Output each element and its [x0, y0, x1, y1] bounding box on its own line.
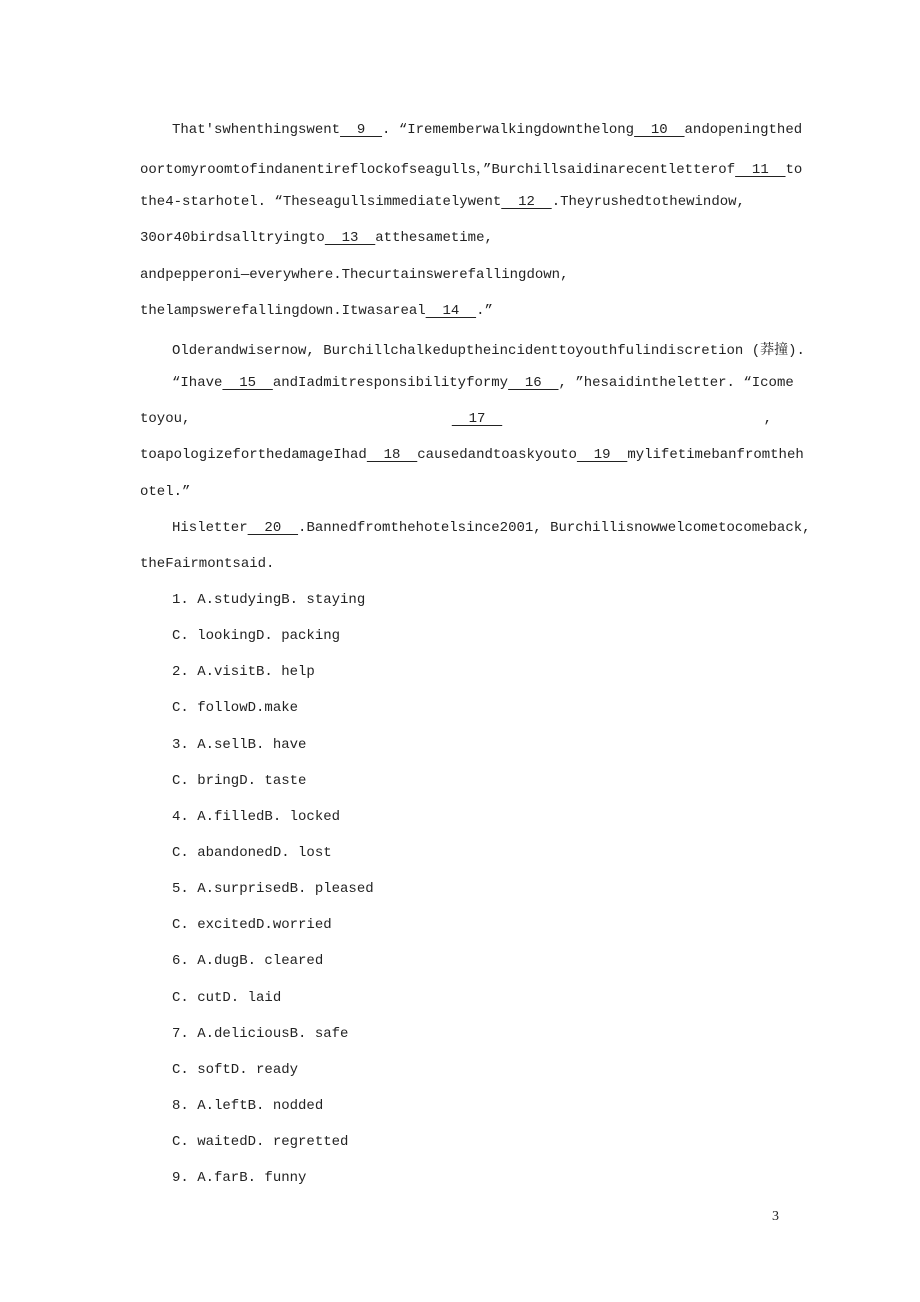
passage-text: thelampswerefallingdown.Itwasareal [140, 302, 426, 319]
blank-number: 17 [451, 411, 503, 428]
passage-line [172, 520, 811, 536]
passage-line [140, 447, 804, 463]
answer-option-line: 9. A.farB. funny [172, 1170, 307, 1187]
answer-option-line: C. waitedD. regretted [172, 1134, 349, 1151]
passage-text: the4-starhotel. “Theseagullsimmediatelywent [140, 194, 502, 211]
passage-text: “Ihave [172, 375, 223, 392]
answer-option-line: C. followD.make [172, 700, 299, 717]
passage-text: . “Irememberwalkingdownthelong [382, 122, 635, 138]
answer-option-line: C. bringD. taste [172, 772, 307, 789]
passage-text: , ”hesaidintheletter. “Icome [558, 375, 794, 392]
passage-line [140, 230, 493, 246]
passage-line [140, 158, 802, 178]
passage-text: .” [476, 302, 493, 319]
passage-line [140, 484, 190, 500]
answer-option-line: 6. A.dugB. cleared [172, 953, 324, 970]
passage-text: .Bannedfromthehotelsince2001, Burchillisnowwelcometocomeback, [298, 519, 811, 536]
passage-text: , [763, 411, 772, 428]
blank-number: 10 [634, 122, 685, 138]
passage-text: .Theyrushedtothewindow, [551, 194, 745, 211]
blank-number: 14 [425, 302, 477, 319]
passage-text: oortomyroomtofindanentireflockofseagulls，”Burchillsaidinarecentletterof [140, 162, 736, 179]
passage-text: atthesametime, [375, 230, 493, 247]
passage-text: theFairmontsaid. [140, 555, 275, 572]
passage-text: toapologizeforthedamageIhad [140, 447, 367, 464]
blank-number: 19 [576, 447, 628, 464]
blank-number: 18 [366, 447, 418, 464]
blank-number: 13 [324, 230, 376, 247]
answer-option-line: C. softD. ready [172, 1061, 299, 1078]
passage-text: Olderandwisernow, Burchillchalkeduptheincidenttoyouthfulindiscretion (莽撞). [172, 342, 805, 359]
blank-number: 16 [508, 375, 559, 392]
answer-option-line: 5. A.surprisedB. pleased [172, 881, 374, 898]
passage-line [172, 122, 802, 138]
blank-number: 20 [247, 519, 299, 536]
blank-number: 11 [735, 162, 786, 179]
answer-option-line: C. cutD. laid [172, 989, 282, 1006]
answer-option-line: 2. A.visitB. help [172, 664, 315, 681]
passage-line [172, 375, 794, 391]
passage-text: That'swhenthingswent [172, 122, 341, 138]
passage-line [140, 556, 274, 572]
passage-text: Hisletter [172, 519, 248, 536]
answer-option-line: 3. A.sellB. have [172, 736, 307, 753]
passage-text: andIadmitresponsibilityformy [272, 375, 509, 392]
answer-option-line: 8. A.leftB. nodded [172, 1098, 324, 1115]
answer-option-line: 1. A.studyingB. staying [172, 591, 366, 608]
passage-text: otel.” [140, 483, 191, 500]
answer-option-line: C. lookingD. packing [172, 628, 341, 645]
passage-text: mylifetimebanfromtheh [627, 447, 804, 464]
answer-option-line: C. abandonedD. lost [172, 845, 332, 861]
passage-line [172, 339, 805, 359]
blank-number: 9 [340, 122, 383, 138]
passage-line [140, 411, 772, 427]
passage-text: andopeningthed [684, 122, 803, 138]
answer-option-line: C. excitedD.worried [172, 917, 332, 934]
passage-line [140, 303, 493, 319]
passage-text: causedandtoaskyouto [417, 447, 577, 464]
passage-line [140, 267, 568, 283]
passage-text: toyou, [140, 411, 191, 428]
passage-line [140, 194, 745, 210]
blank-number: 12 [501, 194, 552, 211]
passage-text: andpepperoni—everywhere.Thecurtainswerefallingdown, [140, 266, 569, 283]
passage-text: 30or40birdsalltryingto [140, 230, 325, 247]
blank-number: 15 [222, 375, 273, 392]
passage-text: to [785, 162, 803, 179]
answer-option-line: 7. A.deliciousB. safe [172, 1025, 349, 1042]
answer-option-line: 4. A.filledB. locked [172, 808, 341, 825]
page-number: 3 [772, 1209, 779, 1224]
